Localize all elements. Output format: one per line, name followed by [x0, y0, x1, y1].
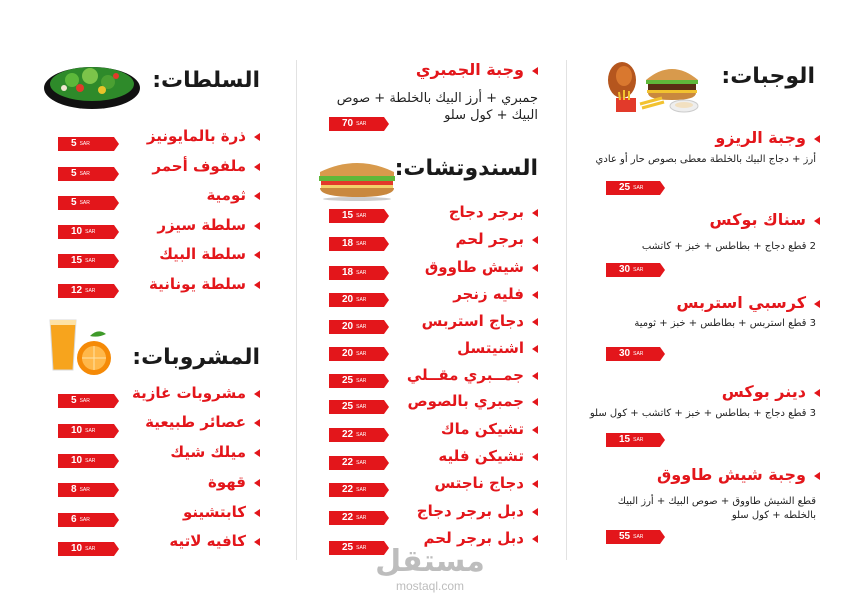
- list-item: كابتشينو: [183, 503, 260, 521]
- list-item: جمــبري مقــلي: [407, 366, 538, 384]
- bullet-icon: [814, 472, 820, 480]
- price-tag: 30 SAR: [606, 263, 660, 277]
- price-tag: 22 SAR: [329, 483, 384, 497]
- price-tag: 8 SAR: [58, 483, 114, 497]
- list-item: سلطة سيزر: [157, 216, 260, 234]
- list-item: دجاج استربس: [422, 312, 538, 330]
- list-item: دينر بوكس: [722, 382, 820, 401]
- bullet-icon: [254, 538, 260, 546]
- price-tag: 55 SAR: [606, 530, 660, 544]
- bullet-icon: [532, 291, 538, 299]
- list-item: مشروبات غازية: [132, 384, 260, 402]
- price-tag: 22 SAR: [329, 456, 384, 470]
- bullet-icon: [532, 535, 538, 543]
- list-item: برجر لحم: [455, 230, 538, 248]
- orange-juice-image: [46, 318, 116, 376]
- list-item: فليه زنجر: [453, 285, 538, 303]
- list-item: ميلك شيك: [170, 443, 260, 461]
- list-item: كرسبي استربس: [676, 293, 820, 312]
- bullet-icon: [532, 236, 538, 244]
- bullet-icon: [254, 222, 260, 230]
- list-item: ثومية: [206, 186, 260, 204]
- list-item: اشنيتسل: [457, 339, 538, 357]
- bullet-icon: [532, 508, 538, 516]
- price-tag: 10 SAR: [58, 454, 114, 468]
- price-tag: 10 SAR: [58, 542, 114, 556]
- list-item: سلطة يونانية: [149, 275, 260, 293]
- price-tag: 12 SAR: [58, 284, 114, 298]
- bullet-icon: [254, 251, 260, 259]
- item-description: 2 قطع دجاج + بطاطس + خبز + كاتشب: [641, 241, 816, 252]
- sandwiches-title: السندوتشات:: [394, 156, 538, 181]
- column-divider-left: [296, 60, 297, 560]
- price-tag: 20 SAR: [329, 293, 384, 307]
- bullet-icon: [532, 453, 538, 461]
- price-tag: 25 SAR: [606, 181, 660, 195]
- price-tag: 5 SAR: [58, 137, 114, 151]
- sandwich-image: [316, 150, 398, 202]
- list-item: ذرة بالمايونيز: [147, 127, 260, 145]
- bullet-icon: [814, 217, 820, 225]
- price-tag: 10 SAR: [58, 424, 114, 438]
- bullet-icon: [254, 509, 260, 517]
- bullet-icon: [532, 67, 538, 75]
- bullet-icon: [532, 480, 538, 488]
- bullet-icon: [814, 135, 820, 143]
- list-item: كافيه لاتيه: [169, 532, 260, 550]
- bullet-icon: [532, 264, 538, 272]
- bullet-icon: [254, 479, 260, 487]
- item-description: أرز + دجاج البيك بالخلطة معطى بصوص حار أو عادي: [595, 154, 816, 165]
- price-tag: 15 SAR: [329, 209, 384, 223]
- meals-title: الوجبات:: [721, 64, 815, 89]
- list-item: تشيكن فليه: [438, 447, 538, 465]
- price-tag: 20 SAR: [329, 347, 384, 361]
- price-tag: 30 SAR: [606, 347, 660, 361]
- mostaql-watermark: مستقل mostaql.com: [375, 544, 485, 593]
- drinks-title: المشروبات:: [132, 345, 260, 370]
- price-tag: 25 SAR: [329, 400, 384, 414]
- item-description: قطع الشيش طاووق + صوص البيك + أرز البيك بالخلطه + كول سلو: [617, 496, 816, 521]
- list-item: شيش طاووق: [425, 258, 538, 276]
- bullet-icon: [254, 449, 260, 457]
- bullet-icon: [254, 192, 260, 200]
- bullet-icon: [254, 281, 260, 289]
- list-item: سناك بوكس: [710, 210, 820, 229]
- shrimp-meal-name: وجبة الجمبري: [416, 60, 538, 79]
- price-tag: 70 SAR: [329, 117, 384, 131]
- bullet-icon: [532, 209, 538, 217]
- price-tag: 18 SAR: [329, 266, 384, 280]
- price-tag: 5 SAR: [58, 394, 114, 408]
- list-item: تشيكن ماك: [441, 420, 538, 438]
- list-item: دبل برجر لحم: [424, 529, 538, 547]
- price-tag: 22 SAR: [329, 428, 384, 442]
- price-tag: 5 SAR: [58, 167, 114, 181]
- bullet-icon: [814, 300, 820, 308]
- item-description: 3 قطع دجاج + بطاطس + خبز + كاتشب + كول سلو: [589, 408, 816, 419]
- list-item: عصائر طبيعية: [145, 413, 260, 431]
- list-item: وجبة الريزو: [715, 128, 820, 147]
- list-item: ملفوف أحمر: [152, 157, 260, 175]
- column-divider-right: [566, 60, 567, 560]
- price-tag: 25 SAR: [329, 374, 384, 388]
- list-item: برجر دجاج: [449, 203, 538, 221]
- bullet-icon: [254, 163, 260, 171]
- price-tag: 15 SAR: [606, 433, 660, 447]
- bullet-icon: [254, 133, 260, 141]
- list-item: سلطة البيك: [159, 245, 260, 263]
- item-description: 3 قطع استربس + بطاطس + خبز + ثومية: [634, 318, 816, 329]
- price-tag: 15 SAR: [58, 254, 114, 268]
- shrimp-meal-description: جمبري + أرز البيك بالخلطة + صوص البيك + كول سلو: [336, 91, 538, 123]
- salads-title: السلطات:: [152, 68, 260, 93]
- price-tag: 18 SAR: [329, 237, 384, 251]
- list-item: وجبة شيش طاووق: [657, 465, 820, 484]
- burger-meal-image: [602, 54, 712, 114]
- bullet-icon: [532, 345, 538, 353]
- bullet-icon: [254, 419, 260, 427]
- list-item: جمبري بالصوص: [407, 392, 538, 410]
- list-item: دجاج ناجتس: [434, 474, 538, 492]
- price-tag: 22 SAR: [329, 511, 384, 525]
- bullet-icon: [532, 398, 538, 406]
- price-tag: 10 SAR: [58, 225, 114, 239]
- bullet-icon: [254, 390, 260, 398]
- bullet-icon: [814, 389, 820, 397]
- salad-bowl-image: [42, 58, 142, 110]
- bullet-icon: [532, 318, 538, 326]
- bullet-icon: [532, 426, 538, 434]
- price-tag: 5 SAR: [58, 196, 114, 210]
- list-item: دبل برجر دجاج: [417, 502, 538, 520]
- list-item: قهوة: [208, 473, 260, 491]
- price-tag: 20 SAR: [329, 320, 384, 334]
- price-tag: 6 SAR: [58, 513, 114, 527]
- bullet-icon: [532, 372, 538, 380]
- price-tag: 25 SAR: [329, 541, 384, 555]
